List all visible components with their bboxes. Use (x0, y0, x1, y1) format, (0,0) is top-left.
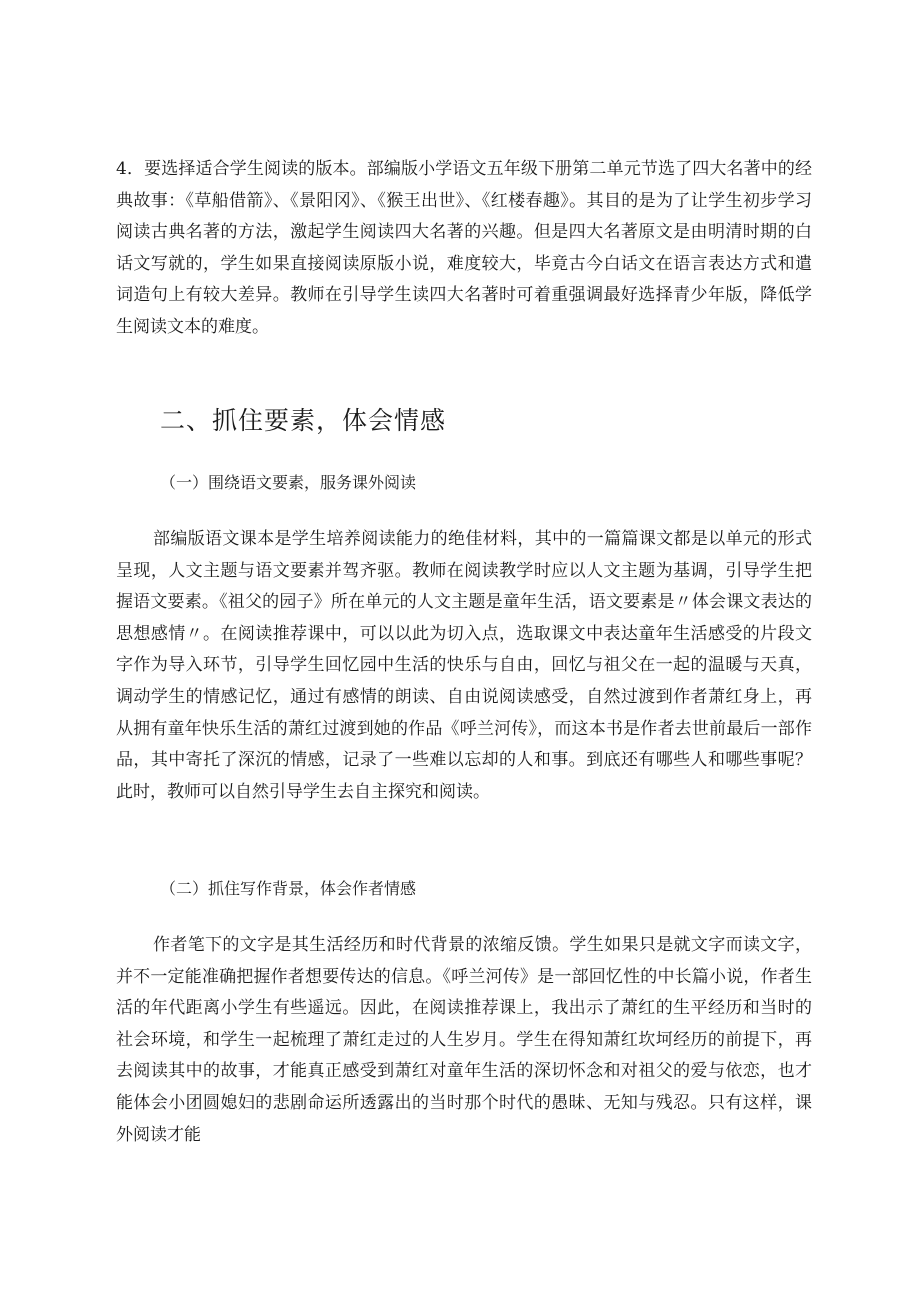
paragraph-writing-background: 作者笔下的文字是其生活经历和时代背景的浓缩反馈。学生如果只是就文字而读文字，并不一定能准确把握作者想要传达的信息。《呼兰河传》是一部回忆性的中长篇小说，作者生活的年代距离小学生有些遥远。因此，在阅读推荐课上，我出示了萧红的生平经历和当时的社会环境，和学生一起梳理了萧红走过的人生岁月。学生在得知萧红坎坷经历的前提下，再去阅读其中的故事，才能真正感受到萧红对童年生活的深切怀念和对祖父的爱与依恋，也才能体会小团圆媳妇的悲剧命运所透露出的当时那个时代的愚昧、无知与残忍。只有这样，课外阅读才能 (116, 935, 812, 1145)
paragraph-version-selection: 4．要选择适合学生阅读的版本。部编版小学语文五年级下册第二单元节选了四大名著中的经典故事：《草船借箭》、《景阳冈》、《猴王出世》、《红楼春趣》。其目的是为了让学生初步学习阅读古典名著的方法，激起学生阅读四大名著的兴趣。但是四大名著原文是由明清时期的白话文写就的，学生如果直接阅读原版小说，难度较大，毕竟古今白话文在语言表达方式和遣词造句上有较大差异。教师在引导学生读四大名著时可着重强调最好选择青少年版，降低学生阅读文本的难度。 (116, 159, 812, 337)
subsection-heading-2: （二）抓住写作背景，体会作者情感 (160, 879, 417, 898)
paragraph-language-elements: 部编版语文课本是学生培养阅读能力的绝佳材料，其中的一篇篇课文都是以单元的形式呈现，人文主题与语文要素并驾齐驱。教师在阅读教学时应以人文主题为基调，引导学生把握语文要素。《祖父的园子》所在单元的人文主题是童年生活，语文要素是〃体会课文表达的思想感情〃。在阅读推荐课中，可以以此为切入点，选取课文中表达童年生活感受的片段文字作为导入环节，引导学生回忆园中生活的快乐与自由，回忆与祖父在一起的温暖与天真，调动学生的情感记忆，通过有感情的朗读、自由说阅读感受，自然过渡到作者萧红身上，再从拥有童年快乐生活的萧红过渡到她的作品《呼兰河传》，而这本书是作者去世前最后一部作品，其中寄托了深沉的情感，记录了一些难以忘却的人和事。到底还有哪些人和哪些事呢？此时，教师可以自然引导学生去自主探究和阅读。 (116, 529, 812, 802)
section-heading-2: 二、抓住要素，体会情感 (160, 406, 447, 435)
subsection-heading-1: （一）围绕语文要素，服务课外阅读 (160, 473, 417, 492)
